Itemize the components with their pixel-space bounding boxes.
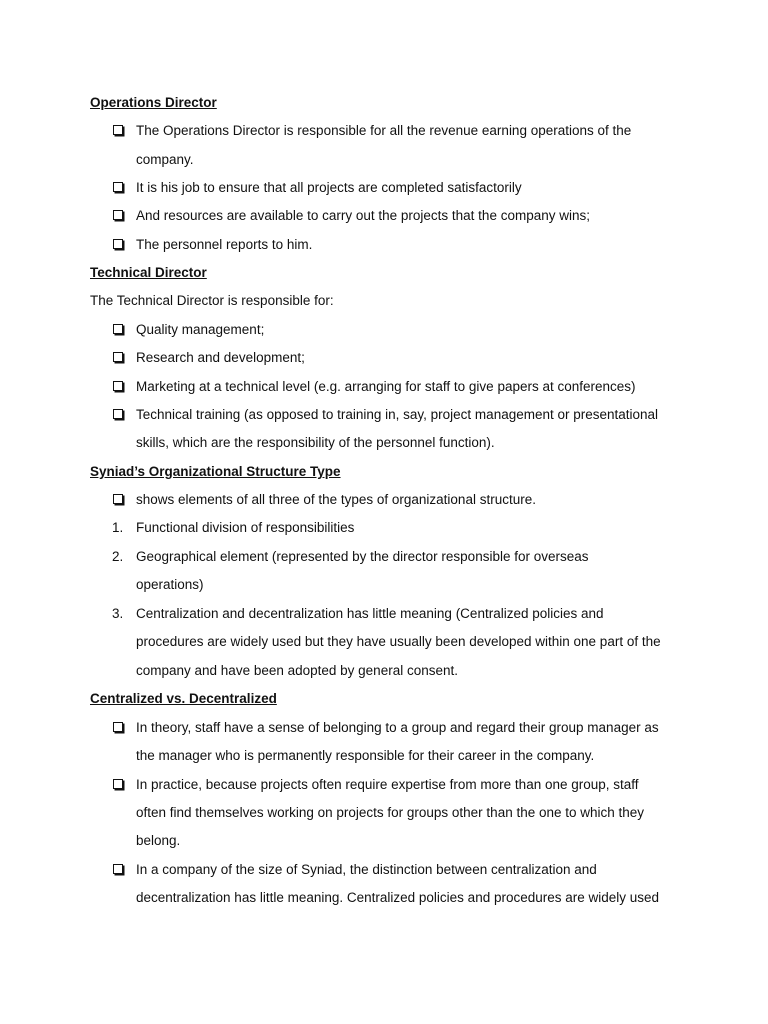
central-bullet-2-line-3: belong. xyxy=(136,833,181,848)
checkbox-bullet-icon xyxy=(113,239,123,249)
tech-bullet-4-line-1: Technical training (as opposed to training in, say, project management or presentational xyxy=(136,407,659,422)
heading-centralized-vs-decentralized: Centralized vs. Decentralized xyxy=(90,691,277,706)
structure-item-3-line-2: procedures are widely used but they have usually been developed within one part of the xyxy=(136,634,661,649)
central-bullet-2-line-1: In practice, because projects often require expertise from more than one group, staff xyxy=(136,777,639,792)
ops-bullet-1-line-1: The Operations Director is responsible for all the revenue earning operations of the xyxy=(136,123,632,138)
heading-organizational-structure: Syniad’s Organizational Structure Type xyxy=(90,464,341,479)
tech-intro: The Technical Director is responsible for: xyxy=(90,293,334,308)
central-bullet-1-line-2: the manager who is permanently responsible for their career in the company. xyxy=(136,748,595,763)
structure-item-3-line-1: Centralization and decentralization has little meaning (Centralized policies and xyxy=(136,606,604,621)
checkbox-bullet-icon xyxy=(113,125,123,135)
structure-item-1: Functional division of responsibilities xyxy=(136,520,355,535)
numbered-marker-1: 1. xyxy=(112,520,124,535)
structure-item-3-line-3: company and have been adopted by general consent. xyxy=(136,663,458,678)
checkbox-bullet-icon xyxy=(113,494,123,504)
checkbox-bullet-icon xyxy=(113,722,123,732)
central-bullet-1-line-1: In theory, staff have a sense of belonging to a group and regard their group manager as xyxy=(136,720,659,735)
tech-bullet-1: Quality management; xyxy=(136,322,265,337)
numbered-marker-3: 3. xyxy=(112,606,124,621)
central-bullet-2-line-2: often find themselves working on projects for groups other than the one to which they xyxy=(136,805,645,820)
checkbox-bullet-icon xyxy=(113,381,123,391)
tech-bullet-3: Marketing at a technical level (e.g. arranging for staff to give papers at conferences) xyxy=(136,379,636,394)
ops-bullet-3: And resources are available to carry out the projects that the company wins; xyxy=(136,208,590,223)
ops-bullet-2: It is his job to ensure that all projects are completed satisfactorily xyxy=(136,180,522,195)
checkbox-bullet-icon xyxy=(113,779,123,789)
checkbox-bullet-icon xyxy=(113,324,123,334)
heading-technical-director: Technical Director xyxy=(90,265,207,280)
heading-operations-director: Operations Director xyxy=(90,95,217,110)
checkbox-bullet-icon xyxy=(113,352,123,362)
structure-item-2-line-1: Geographical element (represented by the director responsible for overseas xyxy=(136,549,589,564)
central-bullet-3-line-2: decentralization has little meaning. Centralized policies and procedures are widely used xyxy=(136,890,660,905)
structure-bullet-1: shows elements of all three of the types of organizational structure. xyxy=(136,492,536,507)
tech-bullet-4-line-2: skills, which are the responsibility of the personnel function). xyxy=(136,435,495,450)
tech-bullet-2: Research and development; xyxy=(136,350,305,365)
checkbox-bullet-icon xyxy=(113,864,123,874)
structure-item-2-line-2: operations) xyxy=(136,577,204,592)
ops-bullet-4: The personnel reports to him. xyxy=(136,237,313,252)
ops-bullet-1-line-2: company. xyxy=(136,152,194,167)
numbered-marker-2: 2. xyxy=(112,549,124,564)
checkbox-bullet-icon xyxy=(113,409,123,419)
central-bullet-3-line-1: In a company of the size of Syniad, the distinction between centralization and xyxy=(136,862,597,877)
checkbox-bullet-icon xyxy=(113,182,123,192)
checkbox-bullet-icon xyxy=(113,210,123,220)
